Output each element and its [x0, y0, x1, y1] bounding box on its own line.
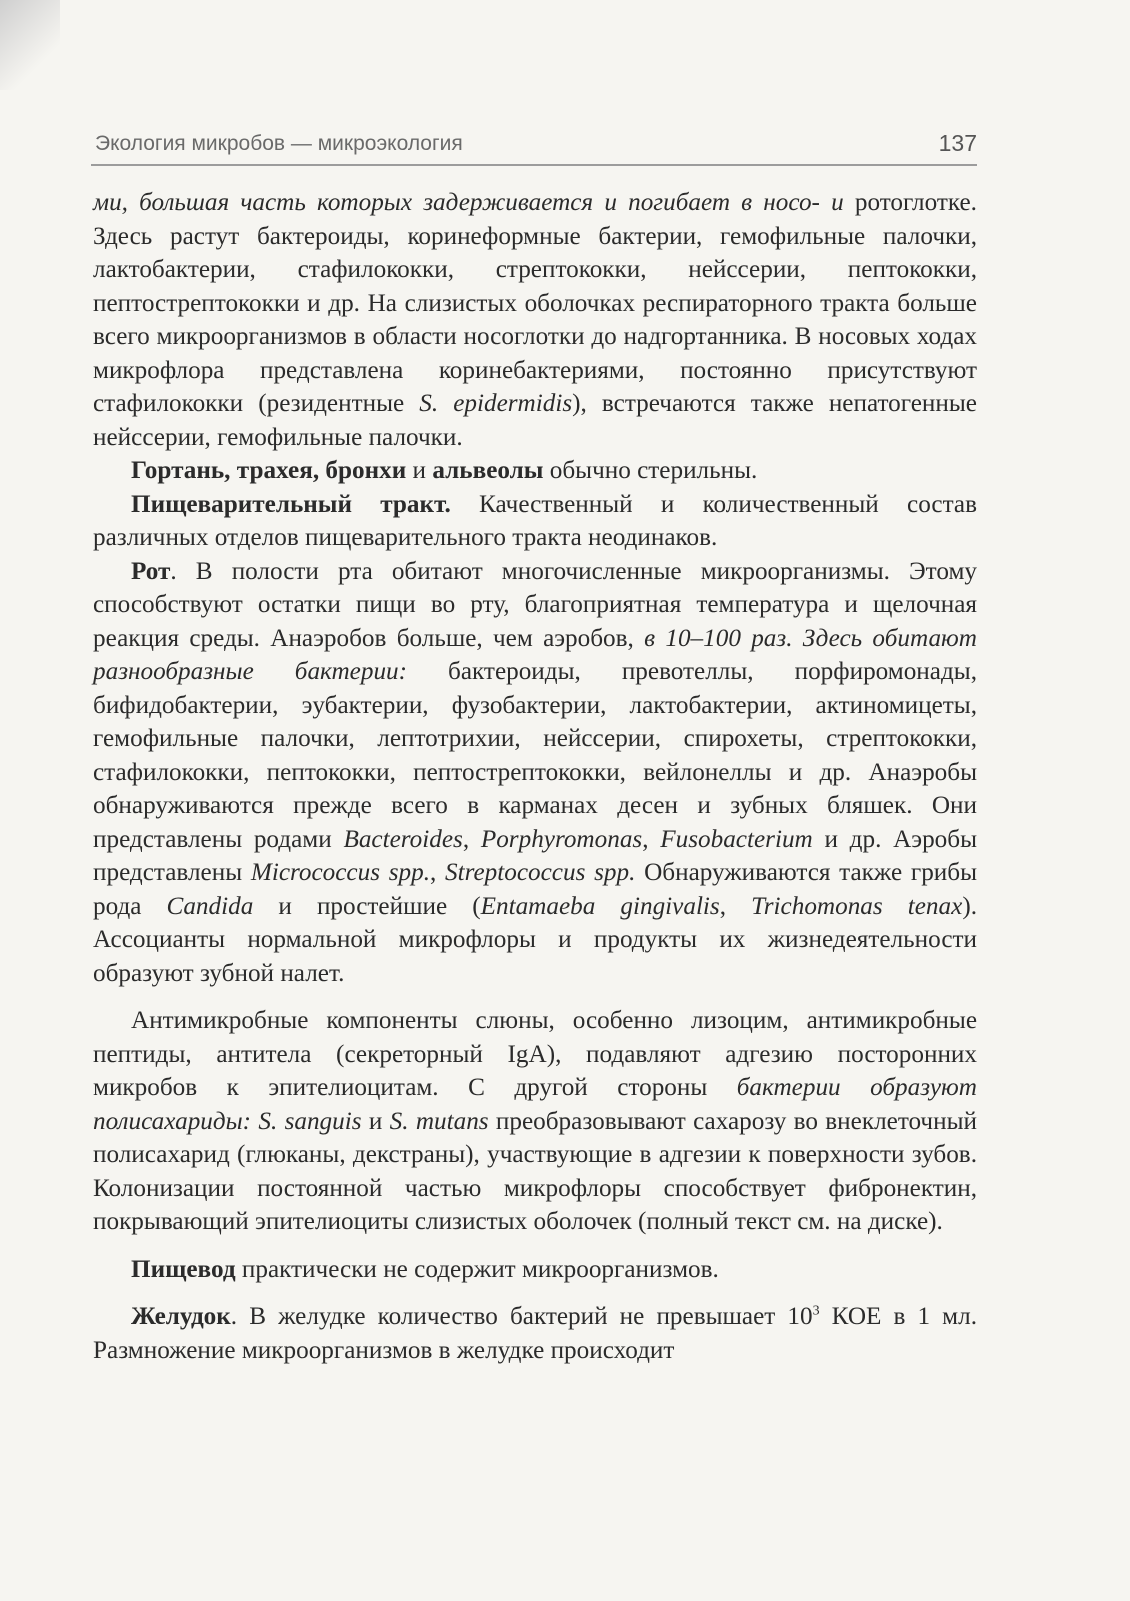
text-run: Обнаруживаются также грибы рода — [93, 859, 978, 920]
text-run: и др. Аэробы представлены — [93, 825, 978, 886]
text-run: и — [361, 1107, 390, 1135]
text-run: Качественный и количественный состав различных отделов пищеварительного тракта неодинаков. — [93, 490, 978, 551]
body-text — [93, 186, 977, 1367]
text-run: , — [719, 892, 752, 920]
bold-term: альвеолы — [432, 457, 544, 484]
italic-term: Fusobacterium — [660, 825, 813, 853]
text-run: , — [642, 825, 661, 853]
italic-term: Micrococcus spp. — [250, 859, 430, 886]
italic-term: S. sanguis — [258, 1107, 362, 1135]
paragraph — [93, 1004, 977, 1239]
italic-term: в 10–100 раз. Здесь обитают разнообразные бактерии: — [93, 624, 977, 685]
paragraph — [93, 454, 977, 488]
paragraph — [93, 186, 977, 454]
italic-term: ми, большая часть которых задерживается и погибает в носо- и — [93, 189, 844, 216]
bold-term: Пищевод — [131, 1255, 236, 1283]
italic-term: S. mutans — [389, 1107, 489, 1135]
bold-term: Пищеварительный тракт. — [131, 490, 451, 518]
text-run: и простейшие ( — [253, 892, 481, 920]
text-run: ), встречаются также непатогенные нейссерии, гемофильные палочки. — [93, 390, 977, 451]
text-run: , — [462, 825, 481, 853]
text-run: преобразовывают сахарозу во внеклеточный полисахарид (глюканы, декстраны), участвующие в адгезии к поверхности зубов. Колонизации постоянной частью микрофлоры способствует фибронектин, покрывающий эпителиоциты слизистых оболочек (полный текст см. на диске). — [93, 1107, 977, 1235]
italic-term: Entamaeba gingivalis — [480, 892, 720, 920]
italic-term: Bacteroides — [343, 825, 463, 853]
paragraph — [93, 555, 977, 991]
text-run: бактероиды, превотеллы, порфиромонады, бифидобактерии, эубактерии, фузобактерии, лактобактерии, актиномицеты, гемофильные палочки, лептотрихии, нейссерии, спирохеты, стрептококки, стафилококки, пептококки, пептострептококки, вейлонеллы и др. Анаэробы обнаруживаются прежде всего в карманах десен и зубных бляшек. Они представлены родами — [93, 658, 977, 853]
italic-term: Candida — [166, 892, 254, 920]
italic-term: S. epidermidis — [419, 390, 573, 417]
italic-term: Trichomonas tenax — [751, 892, 963, 920]
paragraph — [93, 488, 977, 555]
running-title: Экология микробов — микроэкология — [95, 132, 463, 155]
bold-term: Рот — [131, 557, 171, 585]
bold-term: Гортань, трахея, бронхи — [131, 457, 407, 484]
text-run: КОЕ в 1 мл. Размножение микроорганизмов в желудке происходит — [93, 1303, 977, 1364]
text-run: Антимикробные компоненты слюны, особенно лизоцим, антимикробные пептиды, антитела (секреторный IgA), подавляют адгезию посторонних микробов к эпителиоцитам. С другой стороны — [93, 1007, 977, 1101]
paragraph — [93, 1253, 977, 1287]
italic-term: бактерии образуют полисахариды: — [93, 1074, 977, 1135]
running-header — [91, 128, 977, 166]
page-number: 137 — [938, 130, 977, 156]
text-run: обычно стерильны. — [543, 457, 758, 484]
text-run: . В полости рта обитают многочисленные микроорганизмы. Этому способствуют остатки пищи во рту, благоприятная температура и щелочная реакция среды. Анаэробов больше, чем аэробов, — [93, 557, 977, 652]
paragraph — [93, 1300, 977, 1367]
italic-term: Streptococcus spp. — [445, 859, 636, 886]
italic-term: Porphyromonas — [480, 825, 643, 853]
bold-term: Желудок — [131, 1303, 231, 1330]
scan-edge-shadow — [0, 0, 60, 90]
text-run: , — [430, 859, 446, 886]
text-run: практически не содержит микроорганизмов. — [235, 1255, 719, 1283]
text-run: и — [406, 457, 433, 484]
text-run: ). Ассоцианты нормальной микрофлоры и продукты их жизнедеятельности образуют зубной налет. — [93, 892, 977, 987]
text-run: . В желудке количество бактерий не превышает 10 — [230, 1303, 813, 1330]
text-run: ротоглотке. Здесь растут бактероиды, коринеформные бактерии, гемофильные палочки, лактобактерии, стафилококки, стрептококки, нейссерии, пептококки, пептострептококки и др. На слизистых оболочках респираторного тракта больше всего микроорганизмов в области носоглотки до надгортанника. В носовых ходах микрофлора представлена коринебактериями, постоянно присутствуют стафилококки (резидентные — [93, 189, 977, 417]
superscript: 3 — [812, 1303, 820, 1319]
